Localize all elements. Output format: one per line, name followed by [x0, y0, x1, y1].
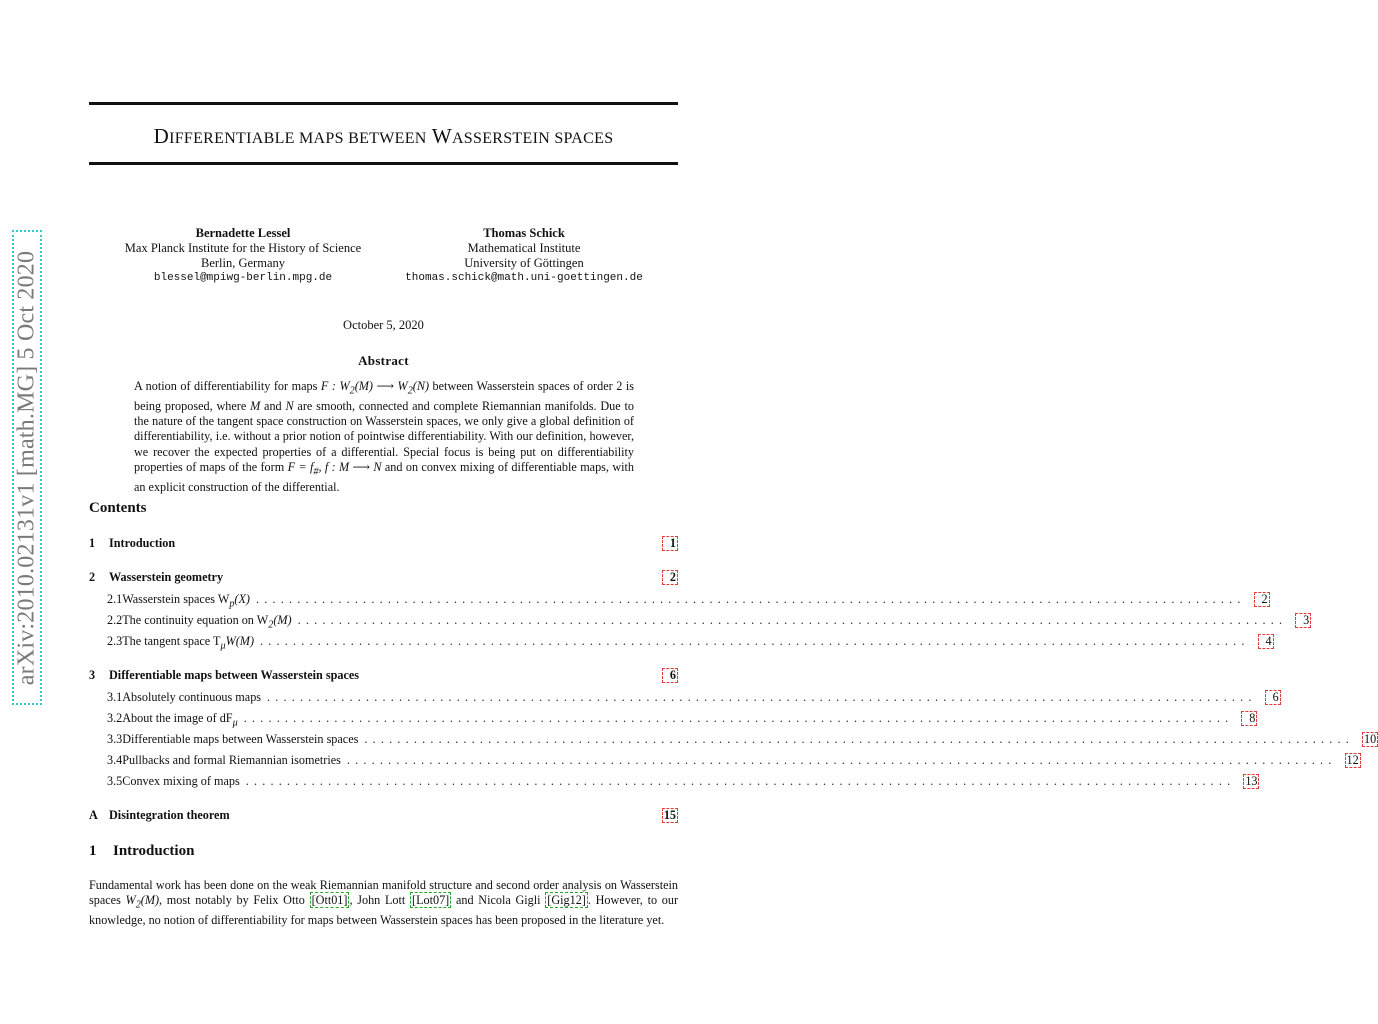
toc-entry-title: Introduction — [109, 536, 176, 550]
toc-entry-number: 3.1 — [107, 690, 123, 704]
toc-entry[interactable] — [89, 592, 1268, 610]
author-block-lessel — [118, 226, 368, 286]
author-email[interactable]: thomas.schick@math.uni-goettingen.de — [405, 272, 643, 284]
arxiv-stamp-link[interactable] — [12, 230, 42, 705]
toc-leader-dots: ........................................................................................................................ — [346, 753, 1337, 767]
toc-entry-number: 3.2 — [107, 711, 123, 725]
toc-page-link[interactable]: 3 — [1295, 613, 1311, 628]
toc-entry-title: Differentiable maps between Wasserstein spaces — [122, 732, 359, 746]
toc-entry-title: Wasserstein geometry — [109, 570, 224, 584]
toc-entry-title: Differentiable maps between Wasserstein spaces — [109, 668, 360, 682]
toc-leader-dots: ........................................................................................................................ — [243, 711, 1234, 725]
author-affiliation: Mathematical Institute — [467, 241, 581, 255]
toc-entry-number: 2.2 — [107, 613, 123, 627]
toc-page-link[interactable]: 10 — [1364, 732, 1377, 746]
toc-leader-dots: ........................................................................................................................ — [245, 774, 1236, 788]
toc-entry-title: Convex mixing of maps — [122, 774, 240, 788]
toc-entry[interactable] — [89, 808, 678, 824]
toc-entry-number: 2.1 — [107, 592, 123, 606]
toc-page-link[interactable]: 8 — [1241, 711, 1257, 726]
abstract-text: A notion of differentiability for maps F : $W_2(M)$ ⟶ $W_2(N)$ between Wasserstein spaces of order 2 is being proposed, where M and N are smooth, connected and complete Riemannian manifolds. Due to the nature of the tangent space construction on Wasserstein spaces, we only give a global definition of differentiability, i.e. without a prior notion of pointwise differentiability. With our definition, however, we recover the expected properties of a differential. Special focus is being put on differentiability properties of maps of the form $F = f_{\#}$, f : M ⟶ N and on convex mixing of differentiable maps, with an explicit construction of the differential. — [134, 379, 634, 494]
toc-entry-number: 1 — [89, 536, 96, 550]
toc-entry-number: 3.3 — [107, 732, 123, 746]
toc-page-link[interactable]: 12 — [1346, 753, 1359, 767]
toc-entry-title: Wasserstein spaces $W_p(X)$ — [122, 592, 250, 610]
author-block-schick — [398, 226, 650, 286]
toc-page-link[interactable]: 6 — [662, 668, 678, 683]
author-city: University of Göttingen — [464, 256, 584, 270]
toc-leader-dots: ........................................................................................................................ — [364, 732, 1354, 746]
toc-leader-dots: ........................................................................................................................ — [255, 592, 1246, 606]
paper-title: DIFFERENTIABLE MAPS BETWEEN WASSERSTEIN SPACES — [153, 124, 614, 148]
toc-entry-number: 3 — [89, 668, 96, 682]
toc-entry[interactable] — [89, 732, 1377, 748]
citation-link[interactable]: [Gig12] — [547, 893, 586, 908]
title-rule-top — [89, 102, 678, 105]
title-rule-bottom — [89, 162, 678, 165]
toc-entry-title: Disintegration theorem — [109, 808, 230, 822]
author-city: Berlin, Germany — [200, 256, 285, 270]
toc-entry-title: The tangent space $T_\mu W(M)$ — [122, 634, 255, 652]
toc-entry[interactable] — [89, 774, 1258, 790]
toc-entry[interactable] — [89, 690, 1279, 706]
abstract-heading: Abstract — [358, 353, 409, 368]
toc-page-link[interactable]: 2 — [662, 570, 678, 585]
toc-entry[interactable] — [89, 536, 678, 552]
introduction-paragraph: Fundamental work has been done on the weak Riemannian manifold structure and second order analysis on Wasserstein spaces $W_2(M)$, most notably by Felix Otto [Ott01] , John Lott [Lot07] and Nicola Gigli [Gig12] . However, to our knowledge, no notion of differentiability for maps between Wasserstein spaces has been proposed in the literature yet. — [89, 878, 679, 928]
toc-entry[interactable] — [89, 613, 1310, 631]
author-affiliation: Max Planck Institute for the History of Science — [124, 241, 362, 255]
toc-entry-title: Absolutely continuous maps — [122, 690, 262, 704]
toc-page-link[interactable]: 4 — [1258, 634, 1274, 649]
toc-entry-title: Pullbacks and formal Riemannian isometries — [122, 753, 341, 767]
toc-entry[interactable] — [89, 711, 1256, 729]
toc-leader-dots: ........................................................................................................................ — [260, 634, 1250, 648]
toc-entry-number: 3.5 — [107, 774, 123, 788]
toc-leader-dots: ........................................................................................................................ — [297, 613, 1288, 627]
section-heading-introduction: 1 Introduction — [89, 843, 195, 859]
toc-entry-number: 3.4 — [107, 753, 123, 767]
toc-entry-number: 2.3 — [107, 634, 123, 648]
toc-page-link[interactable]: 1 — [662, 536, 678, 551]
toc-entry[interactable] — [89, 753, 1359, 769]
toc-page-link[interactable]: 13 — [1245, 774, 1258, 788]
toc-entry[interactable] — [89, 668, 678, 684]
author-name: Bernadette Lessel — [195, 226, 291, 240]
toc-page-link[interactable]: 15 — [663, 808, 676, 822]
toc-page-link[interactable]: 6 — [1265, 690, 1281, 705]
author-email[interactable]: blessel@mpiwg-berlin.mpg.de — [153, 272, 333, 284]
toc-entry-number: A — [89, 808, 98, 822]
toc-entry-title: About the image of $dF_\mu$ — [122, 711, 238, 729]
arxiv-stamp: arXiv:2010.02131v1 [math.MG] 5 Oct 2020 — [13, 250, 40, 685]
toc-page-link[interactable]: 2 — [1254, 592, 1270, 607]
citation-link[interactable]: [Lot07] — [412, 893, 450, 908]
toc-entry[interactable] — [89, 634, 1272, 652]
paper-date: October 5, 2020 — [343, 318, 424, 332]
author-name: Thomas Schick — [483, 226, 565, 240]
toc-entry-title: The continuity equation on $W_2(M)$ — [122, 613, 292, 631]
citation-link[interactable]: [Ott01] — [311, 893, 348, 908]
toc-leader-dots: ........................................................................................................................ — [267, 690, 1257, 704]
contents-heading: Contents — [89, 500, 147, 516]
toc-entry-number: 2 — [89, 570, 96, 584]
toc-entry[interactable] — [89, 570, 678, 586]
